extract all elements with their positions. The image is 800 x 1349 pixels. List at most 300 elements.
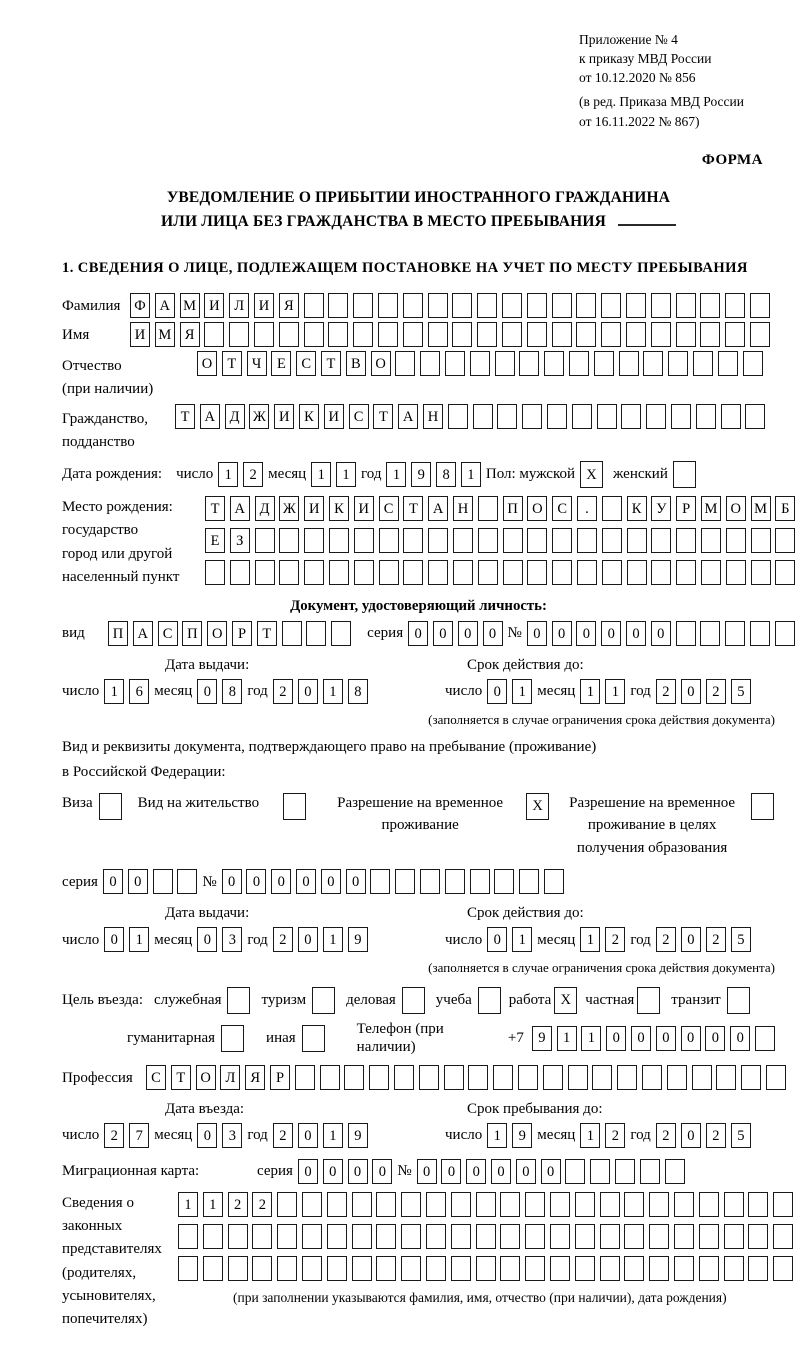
char-cell[interactable]: 7	[129, 1123, 149, 1148]
char-cell[interactable]: 2	[706, 1123, 726, 1148]
char-cell[interactable]	[205, 560, 225, 585]
char-cell[interactable]: 0	[372, 1159, 392, 1184]
char-cell[interactable]	[252, 1224, 272, 1249]
char-cell[interactable]: 6	[129, 679, 149, 704]
char-cell[interactable]	[428, 322, 448, 347]
char-cell[interactable]: 0	[298, 927, 318, 952]
char-cell[interactable]: 1	[218, 462, 238, 487]
char-cell[interactable]	[550, 1192, 570, 1217]
char-cell[interactable]: 0	[246, 869, 266, 894]
char-cell[interactable]	[745, 404, 765, 429]
char-cell[interactable]: Н	[453, 496, 473, 521]
char-cell[interactable]: Т	[222, 351, 242, 376]
char-cell[interactable]	[676, 560, 696, 585]
char-cell[interactable]: 0	[681, 927, 701, 952]
char-cell[interactable]: 0	[298, 1159, 318, 1184]
char-cell[interactable]	[624, 1192, 644, 1217]
char-cell[interactable]: 1	[487, 1123, 507, 1148]
char-cell[interactable]	[502, 293, 522, 318]
sex-female-checkbox[interactable]	[673, 461, 696, 488]
char-cell[interactable]	[699, 1192, 719, 1217]
char-cell[interactable]	[379, 528, 399, 553]
char-cell[interactable]: Т	[257, 621, 277, 646]
char-cell[interactable]: 2	[228, 1192, 248, 1217]
char-cell[interactable]: О	[197, 351, 217, 376]
char-cell[interactable]	[649, 1192, 669, 1217]
char-cell[interactable]: П	[108, 621, 128, 646]
char-cell[interactable]	[577, 528, 597, 553]
char-cell[interactable]	[748, 1192, 768, 1217]
char-cell[interactable]: П	[182, 621, 202, 646]
char-cell[interactable]	[750, 293, 770, 318]
char-cell[interactable]: 0	[466, 1159, 486, 1184]
char-cell[interactable]	[671, 404, 691, 429]
char-cell[interactable]	[700, 322, 720, 347]
char-cell[interactable]	[649, 1224, 669, 1249]
char-cell[interactable]: Р	[676, 496, 696, 521]
char-cell[interactable]	[452, 293, 472, 318]
char-cell[interactable]	[379, 560, 399, 585]
char-cell[interactable]: С	[296, 351, 316, 376]
char-cell[interactable]: 0	[651, 621, 671, 646]
char-cell[interactable]	[328, 293, 348, 318]
char-cell[interactable]	[676, 528, 696, 553]
char-cell[interactable]	[575, 1256, 595, 1281]
char-cell[interactable]	[743, 351, 763, 376]
char-cell[interactable]	[725, 621, 745, 646]
char-cell[interactable]: 0	[705, 1026, 725, 1051]
char-cell[interactable]: 1	[104, 679, 124, 704]
char-cell[interactable]	[525, 1256, 545, 1281]
char-cell[interactable]: 3	[222, 927, 242, 952]
char-cell[interactable]	[378, 293, 398, 318]
char-cell[interactable]	[643, 351, 663, 376]
char-cell[interactable]	[621, 404, 641, 429]
char-cell[interactable]: 2	[273, 1123, 293, 1148]
char-cell[interactable]	[568, 1065, 588, 1090]
char-cell[interactable]: Н	[423, 404, 443, 429]
char-cell[interactable]: А	[230, 496, 250, 521]
char-cell[interactable]: 0	[197, 927, 217, 952]
char-cell[interactable]	[676, 322, 696, 347]
char-cell[interactable]: 0	[491, 1159, 511, 1184]
char-cell[interactable]	[696, 404, 716, 429]
char-cell[interactable]	[304, 322, 324, 347]
char-cell[interactable]: 8	[222, 679, 242, 704]
char-cell[interactable]: О	[196, 1065, 216, 1090]
char-cell[interactable]: Я	[180, 322, 200, 347]
char-cell[interactable]: Т	[373, 404, 393, 429]
char-cell[interactable]	[701, 528, 721, 553]
char-cell[interactable]	[651, 560, 671, 585]
char-cell[interactable]	[667, 1065, 687, 1090]
char-cell[interactable]	[552, 293, 572, 318]
char-cell[interactable]	[329, 528, 349, 553]
residence-permit-checkbox[interactable]	[283, 793, 306, 820]
char-cell[interactable]: 1	[461, 462, 481, 487]
visa-checkbox[interactable]	[99, 793, 122, 820]
char-cell[interactable]	[569, 351, 589, 376]
purpose-business-checkbox[interactable]	[402, 987, 425, 1014]
temporary-residence-education-checkbox[interactable]	[751, 793, 774, 820]
char-cell[interactable]	[328, 322, 348, 347]
char-cell[interactable]: 0	[408, 621, 428, 646]
char-cell[interactable]	[228, 1256, 248, 1281]
char-cell[interactable]	[726, 560, 746, 585]
char-cell[interactable]	[403, 293, 423, 318]
char-cell[interactable]: 1	[605, 679, 625, 704]
char-cell[interactable]	[477, 322, 497, 347]
char-cell[interactable]	[445, 351, 465, 376]
char-cell[interactable]: 0	[323, 1159, 343, 1184]
char-cell[interactable]: 0	[541, 1159, 561, 1184]
char-cell[interactable]: 0	[681, 1026, 701, 1051]
char-cell[interactable]: 2	[656, 1123, 676, 1148]
char-cell[interactable]: Р	[270, 1065, 290, 1090]
char-cell[interactable]	[395, 869, 415, 894]
char-cell[interactable]: С	[379, 496, 399, 521]
char-cell[interactable]	[476, 1224, 496, 1249]
char-cell[interactable]: 0	[626, 621, 646, 646]
char-cell[interactable]	[279, 322, 299, 347]
char-cell[interactable]: К	[329, 496, 349, 521]
char-cell[interactable]: 0	[104, 927, 124, 952]
char-cell[interactable]: Я	[279, 293, 299, 318]
char-cell[interactable]	[751, 528, 771, 553]
char-cell[interactable]	[547, 404, 567, 429]
char-cell[interactable]: 0	[417, 1159, 437, 1184]
char-cell[interactable]	[331, 621, 351, 646]
char-cell[interactable]	[476, 1256, 496, 1281]
char-cell[interactable]	[230, 560, 250, 585]
char-cell[interactable]: Т	[171, 1065, 191, 1090]
char-cell[interactable]	[476, 1192, 496, 1217]
char-cell[interactable]	[376, 1224, 396, 1249]
char-cell[interactable]	[674, 1224, 694, 1249]
char-cell[interactable]	[204, 322, 224, 347]
char-cell[interactable]: 0	[527, 621, 547, 646]
char-cell[interactable]	[775, 528, 795, 553]
char-cell[interactable]	[403, 560, 423, 585]
char-cell[interactable]	[279, 560, 299, 585]
char-cell[interactable]	[601, 293, 621, 318]
char-cell[interactable]	[721, 404, 741, 429]
char-cell[interactable]	[277, 1256, 297, 1281]
char-cell[interactable]: 0	[441, 1159, 461, 1184]
char-cell[interactable]	[153, 869, 173, 894]
char-cell[interactable]	[552, 322, 572, 347]
char-cell[interactable]	[773, 1224, 793, 1249]
char-cell[interactable]: 0	[483, 621, 503, 646]
purpose-official-checkbox[interactable]	[227, 987, 250, 1014]
char-cell[interactable]: М	[180, 293, 200, 318]
char-cell[interactable]	[594, 351, 614, 376]
char-cell[interactable]	[544, 351, 564, 376]
char-cell[interactable]: .	[577, 496, 597, 521]
char-cell[interactable]	[369, 1065, 389, 1090]
char-cell[interactable]	[693, 351, 713, 376]
char-cell[interactable]	[500, 1192, 520, 1217]
char-cell[interactable]	[552, 560, 572, 585]
char-cell[interactable]	[676, 293, 696, 318]
char-cell[interactable]	[320, 1065, 340, 1090]
char-cell[interactable]	[177, 869, 197, 894]
char-cell[interactable]	[619, 351, 639, 376]
char-cell[interactable]	[428, 528, 448, 553]
char-cell[interactable]: 1	[178, 1192, 198, 1217]
char-cell[interactable]	[522, 404, 542, 429]
char-cell[interactable]	[419, 1065, 439, 1090]
char-cell[interactable]: А	[155, 293, 175, 318]
char-cell[interactable]	[403, 322, 423, 347]
char-cell[interactable]	[420, 869, 440, 894]
char-cell[interactable]	[525, 1224, 545, 1249]
char-cell[interactable]	[725, 322, 745, 347]
char-cell[interactable]: 1	[512, 927, 532, 952]
char-cell[interactable]	[627, 560, 647, 585]
char-cell[interactable]	[228, 1224, 248, 1249]
char-cell[interactable]: 0	[298, 1123, 318, 1148]
char-cell[interactable]	[453, 560, 473, 585]
char-cell[interactable]	[473, 404, 493, 429]
char-cell[interactable]	[741, 1065, 761, 1090]
char-cell[interactable]	[304, 293, 324, 318]
char-cell[interactable]	[445, 869, 465, 894]
char-cell[interactable]	[651, 293, 671, 318]
char-cell[interactable]	[716, 1065, 736, 1090]
char-cell[interactable]	[550, 1256, 570, 1281]
char-cell[interactable]	[692, 1065, 712, 1090]
char-cell[interactable]: И	[324, 404, 344, 429]
char-cell[interactable]	[477, 293, 497, 318]
char-cell[interactable]	[304, 560, 324, 585]
char-cell[interactable]: З	[230, 528, 250, 553]
purpose-humanitarian-checkbox[interactable]	[221, 1025, 244, 1052]
char-cell[interactable]: 1	[512, 679, 532, 704]
char-cell[interactable]	[327, 1256, 347, 1281]
char-cell[interactable]: 5	[731, 1123, 751, 1148]
char-cell[interactable]	[775, 560, 795, 585]
char-cell[interactable]: С	[552, 496, 572, 521]
char-cell[interactable]	[376, 1256, 396, 1281]
char-cell[interactable]	[353, 293, 373, 318]
char-cell[interactable]: А	[428, 496, 448, 521]
char-cell[interactable]: О	[371, 351, 391, 376]
char-cell[interactable]	[518, 1065, 538, 1090]
char-cell[interactable]	[494, 869, 514, 894]
char-cell[interactable]	[626, 322, 646, 347]
char-cell[interactable]	[577, 560, 597, 585]
char-cell[interactable]: 1	[580, 927, 600, 952]
char-cell[interactable]	[646, 404, 666, 429]
char-cell[interactable]: 2	[656, 679, 676, 704]
char-cell[interactable]	[527, 528, 547, 553]
char-cell[interactable]	[451, 1224, 471, 1249]
char-cell[interactable]	[527, 560, 547, 585]
char-cell[interactable]	[229, 322, 249, 347]
char-cell[interactable]: 2	[656, 927, 676, 952]
char-cell[interactable]	[701, 560, 721, 585]
char-cell[interactable]: 3	[222, 1123, 242, 1148]
char-cell[interactable]: К	[299, 404, 319, 429]
char-cell[interactable]	[428, 560, 448, 585]
char-cell[interactable]	[552, 528, 572, 553]
char-cell[interactable]: И	[354, 496, 374, 521]
char-cell[interactable]	[279, 528, 299, 553]
purpose-transit-checkbox[interactable]	[727, 987, 750, 1014]
char-cell[interactable]: 0	[730, 1026, 750, 1051]
char-cell[interactable]	[575, 1224, 595, 1249]
char-cell[interactable]: И	[254, 293, 274, 318]
char-cell[interactable]: Т	[175, 404, 195, 429]
char-cell[interactable]	[478, 496, 498, 521]
char-cell[interactable]	[302, 1192, 322, 1217]
char-cell[interactable]: А	[398, 404, 418, 429]
sex-male-checkbox[interactable]: X	[580, 461, 603, 488]
char-cell[interactable]	[527, 322, 547, 347]
char-cell[interactable]: Ж	[249, 404, 269, 429]
char-cell[interactable]: 0	[656, 1026, 676, 1051]
char-cell[interactable]: 9	[348, 1123, 368, 1148]
char-cell[interactable]	[651, 322, 671, 347]
char-cell[interactable]	[428, 293, 448, 318]
char-cell[interactable]: 0	[681, 679, 701, 704]
char-cell[interactable]	[766, 1065, 786, 1090]
char-cell[interactable]	[592, 1065, 612, 1090]
char-cell[interactable]: 0	[197, 1123, 217, 1148]
char-cell[interactable]	[448, 404, 468, 429]
char-cell[interactable]: Р	[232, 621, 252, 646]
char-cell[interactable]: 1	[323, 679, 343, 704]
purpose-other-checkbox[interactable]	[302, 1025, 325, 1052]
char-cell[interactable]: 0	[103, 869, 123, 894]
char-cell[interactable]	[773, 1256, 793, 1281]
char-cell[interactable]	[750, 322, 770, 347]
char-cell[interactable]: 1	[323, 927, 343, 952]
char-cell[interactable]	[550, 1224, 570, 1249]
temporary-residence-checkbox[interactable]: X	[526, 793, 549, 820]
char-cell[interactable]	[725, 293, 745, 318]
char-cell[interactable]	[773, 1192, 793, 1217]
char-cell[interactable]: 1	[336, 462, 356, 487]
char-cell[interactable]: В	[346, 351, 366, 376]
char-cell[interactable]: Е	[205, 528, 225, 553]
char-cell[interactable]	[750, 621, 770, 646]
char-cell[interactable]: 0	[321, 869, 341, 894]
char-cell[interactable]	[277, 1192, 297, 1217]
char-cell[interactable]	[503, 528, 523, 553]
char-cell[interactable]: 9	[532, 1026, 552, 1051]
char-cell[interactable]: 1	[203, 1192, 223, 1217]
char-cell[interactable]	[282, 621, 302, 646]
char-cell[interactable]: 0	[346, 869, 366, 894]
char-cell[interactable]: Л	[229, 293, 249, 318]
char-cell[interactable]: Я	[245, 1065, 265, 1090]
char-cell[interactable]: 0	[601, 621, 621, 646]
char-cell[interactable]: И	[274, 404, 294, 429]
char-cell[interactable]	[352, 1256, 372, 1281]
char-cell[interactable]	[700, 293, 720, 318]
char-cell[interactable]	[401, 1224, 421, 1249]
char-cell[interactable]: Т	[205, 496, 225, 521]
char-cell[interactable]: 1	[580, 1123, 600, 1148]
char-cell[interactable]	[699, 1224, 719, 1249]
char-cell[interactable]	[525, 1192, 545, 1217]
char-cell[interactable]	[724, 1192, 744, 1217]
char-cell[interactable]: 0	[433, 621, 453, 646]
char-cell[interactable]: И	[304, 496, 324, 521]
char-cell[interactable]	[668, 351, 688, 376]
char-cell[interactable]	[601, 322, 621, 347]
char-cell[interactable]	[602, 528, 622, 553]
char-cell[interactable]	[370, 869, 390, 894]
char-cell[interactable]: 1	[386, 462, 406, 487]
char-cell[interactable]: 1	[580, 679, 600, 704]
char-cell[interactable]	[395, 351, 415, 376]
purpose-work-checkbox[interactable]: X	[554, 987, 577, 1014]
purpose-private-checkbox[interactable]	[637, 987, 660, 1014]
char-cell[interactable]: И	[204, 293, 224, 318]
char-cell[interactable]: 0	[296, 869, 316, 894]
char-cell[interactable]	[626, 293, 646, 318]
char-cell[interactable]: 5	[731, 679, 751, 704]
char-cell[interactable]	[401, 1192, 421, 1217]
char-cell[interactable]: Д	[255, 496, 275, 521]
char-cell[interactable]: О	[726, 496, 746, 521]
char-cell[interactable]	[420, 351, 440, 376]
char-cell[interactable]	[519, 869, 539, 894]
char-cell[interactable]: 0	[222, 869, 242, 894]
char-cell[interactable]	[724, 1224, 744, 1249]
char-cell[interactable]	[600, 1256, 620, 1281]
char-cell[interactable]	[602, 560, 622, 585]
char-cell[interactable]	[344, 1065, 364, 1090]
char-cell[interactable]	[500, 1224, 520, 1249]
char-cell[interactable]	[478, 560, 498, 585]
char-cell[interactable]	[748, 1224, 768, 1249]
char-cell[interactable]: 0	[348, 1159, 368, 1184]
char-cell[interactable]	[354, 528, 374, 553]
char-cell[interactable]	[775, 621, 795, 646]
char-cell[interactable]	[306, 621, 326, 646]
char-cell[interactable]	[426, 1256, 446, 1281]
char-cell[interactable]	[575, 1192, 595, 1217]
char-cell[interactable]	[444, 1065, 464, 1090]
char-cell[interactable]	[724, 1256, 744, 1281]
char-cell[interactable]	[470, 869, 490, 894]
char-cell[interactable]	[748, 1256, 768, 1281]
char-cell[interactable]: О	[527, 496, 547, 521]
char-cell[interactable]	[277, 1224, 297, 1249]
char-cell[interactable]	[718, 351, 738, 376]
char-cell[interactable]: С	[146, 1065, 166, 1090]
char-cell[interactable]: С	[158, 621, 178, 646]
char-cell[interactable]: 2	[605, 927, 625, 952]
char-cell[interactable]	[255, 528, 275, 553]
char-cell[interactable]: Е	[271, 351, 291, 376]
char-cell[interactable]	[468, 1065, 488, 1090]
char-cell[interactable]	[755, 1026, 775, 1051]
char-cell[interactable]: Ф	[130, 293, 150, 318]
char-cell[interactable]	[674, 1192, 694, 1217]
char-cell[interactable]	[495, 351, 515, 376]
char-cell[interactable]	[254, 322, 274, 347]
char-cell[interactable]	[649, 1256, 669, 1281]
char-cell[interactable]: 0	[271, 869, 291, 894]
char-cell[interactable]	[502, 322, 522, 347]
char-cell[interactable]: 0	[128, 869, 148, 894]
char-cell[interactable]	[674, 1256, 694, 1281]
